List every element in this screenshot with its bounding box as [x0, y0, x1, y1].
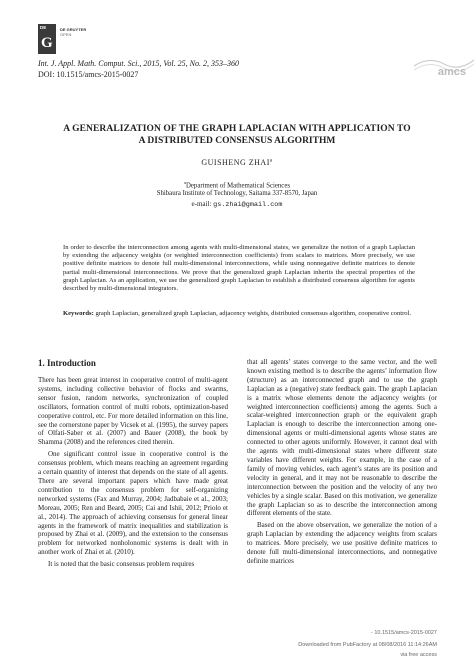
section-heading-introduction: 1. Introduction	[38, 358, 96, 368]
article-title-line-1: A GENERALIZATION OF THE GRAPH LAPLACIAN WITH APPLICATION TO	[63, 124, 411, 134]
keywords-label: Keywords:	[63, 310, 94, 317]
left-column	[38, 376, 228, 569]
author-affiliation-mark: a	[269, 158, 273, 164]
article-title-line-2: A DISTRIBUTED CONSENSUS ALGORITHM	[138, 136, 336, 146]
keywords-block	[63, 310, 415, 318]
publisher-logo	[38, 24, 56, 54]
author-name	[0, 158, 474, 167]
journal-citation: Int. J. Appl. Math. Comput. Sci., 2015, Vol. 25, No. 2, 353–360	[38, 59, 239, 68]
paragraph: It is noted that the basic consensus problem requires	[48, 560, 195, 569]
footer-access-info: via free access	[400, 652, 437, 658]
brand-logo-text: amcs	[437, 66, 466, 78]
paragraph: that all agents’ states converge to the same vector, and the well known existing method is to describe the agents’ information flow (structure) as an interconnected graph and to use the graph Laplacian as a (negative) state feedback gain. The graph Laplacian is a matrix whose elements denote the adjacency weights (or weighted interconnection coefficients) among the agents. Such a scalar-weighted interconnection graph or the equivalent graph Laplacian is enough to describe the interconnection among one-dimensional agents or multi-dimensional agents whose states are connected to other agents uniformly. However, it cannot deal with the agents with multi-dimensional states where different state variables have different weights. For example, in the case of a family of moving vehicles, each agent’s states are its position and velocity in general, and it may not be reasonable to describe the interconnection between the position and the velocity of any two vehicles by a single scalar. Based on this motivation, we generalize the graph Laplacian so as to describe the interconnection among different elements of the state.	[247, 358, 437, 518]
logo-initials: DE	[40, 25, 47, 30]
paragraph: One significant control issue in cooperative control is the consensus problem, which means reaching an agreement regarding a certain quantity of interest that depends on the state of all agents. There are several important papers which have made great contribution to the consensus problem for self-organizing networked systems (Fax and Murray, 2004; Jadbabaie et al., 2003; Moreau, 2005; Ren and Beard, 2005; Cai and Ishii, 2012; Priolo et al., 2014). The approach of achieving consensus for general linear agents in the framework of matrix inequalities and stabilization is proposed by Zhai et al. (2009), and the extension to the consensus problem for networked nonholonomic systems is dealt with in another work of Zhai et al. (2010).	[38, 450, 228, 557]
keywords-text: graph Laplacian, generalized graph Laplacian, adjacency weights, distributed consensus algorithm, cooperative control.	[95, 310, 412, 317]
affiliation-dept-text: Department of Mathematical Sciences	[186, 182, 290, 190]
publisher-name	[60, 27, 86, 37]
author-email[interactable]	[0, 200, 474, 209]
affiliation-mark: a	[184, 180, 186, 185]
email-address-link[interactable]: gs.zhai@gmail.com	[213, 201, 283, 209]
publisher-title: DE GRUYTER	[60, 27, 87, 32]
doi-line: DOI: 10.1515/amcs-2015-0027	[38, 70, 139, 79]
email-label: e-mail:	[191, 200, 212, 208]
author-text: GUISHENG ZHAI	[201, 158, 270, 167]
affiliation-institute: Shibaura Institute of Technology, Saitama 337-8570, Japan	[156, 190, 318, 197]
affiliation-department	[0, 180, 474, 189]
footer-doi: - 10.1515/amcs-2015-0027	[370, 630, 437, 636]
publisher-subtitle: OPEN	[60, 32, 72, 37]
right-column	[247, 358, 437, 566]
paragraph: Based on the above observation, we generalize the notion of a graph Laplacian by extending the adjacency weights from scalars to matrices. More precisely, we use positive definite matrices to denote full multi-dimensional interconnections, and nonnegative definite matrices	[247, 521, 437, 565]
abstract-text: In order to describe the interconnection among agents with multi-dimensional states, we generalize the notion of a graph Laplacian by extending the adjacency weights (or weighted interconnection coefficients) from scalars to matrices. More precisely, we use positive definite matrices to denote full multi-dimensional interconnections, while using nonnegative definite matrices to denote partial multi-dimensional interconnections. We prove that the generalized graph Laplacian inherits the spectral properties of the graph Laplacian. As an application, we use the generalized graph Laplacian to establish a distributed consensus algorithm for agents described by multi-dimensional integrators.	[63, 244, 415, 293]
logo-letter: G	[41, 35, 53, 51]
paragraph: There has been great interest in cooperative control of multi-agent systems, including collective behavior of flocks and swarms, sensor fusion, random networks, synchronization of coupled oscillators, formation control of multi robots, optimization-based cooperative control, etc. For more detailed information on this line, see the cornerstone paper by Vicsek et al. (1995), the survey papers of Olfati-Saber et al. (2007) and Bauer (2008), the book by Shamma (2008) and the references cited therein.	[38, 376, 228, 447]
footer-download-info: Downloaded from PubFactory at 08/08/2016 11:14:26AM	[298, 642, 437, 648]
